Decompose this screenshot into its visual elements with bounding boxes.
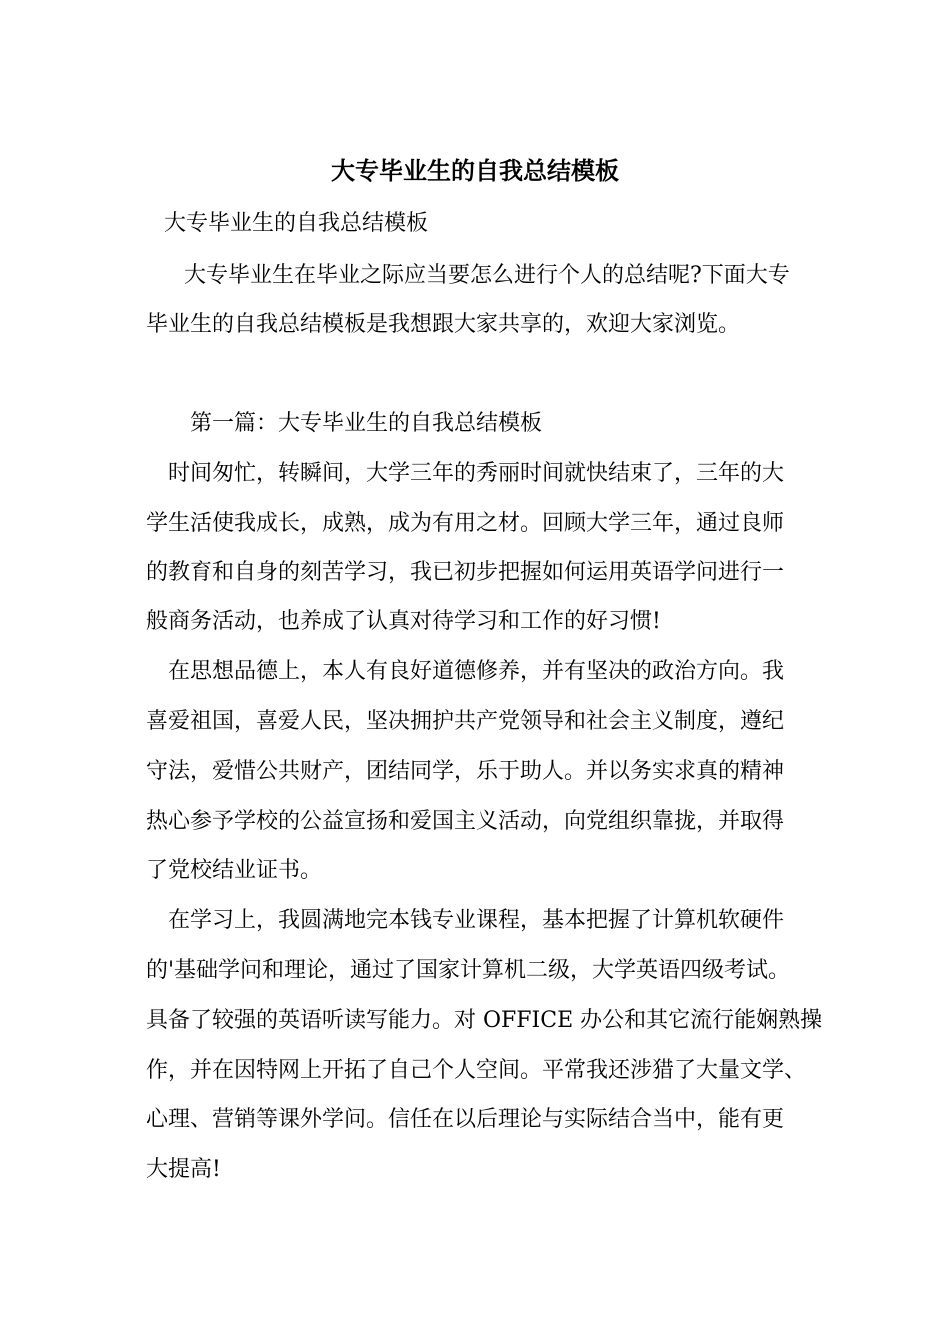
document-title: 大专毕业生的自我总结模板: [331, 156, 619, 185]
paragraph-line: 的'基础学问和理论，通过了国家计算机二级，大学英语四级考试。: [146, 958, 791, 983]
paragraph-line: 的教育和自身的刻苦学习，我已初步把握如何运用英语学问进行一: [146, 560, 785, 585]
intro-line: 大专毕业生在毕业之际应当要怎么进行个人的总结呢?下面大专: [184, 263, 790, 288]
paragraph-line: 作，并在因特网上开拓了自己个人空间。平常我还涉猎了大量文学、: [146, 1058, 807, 1083]
paragraph-line: 热心参予学校的公益宣扬和爱国主义活动，向党组织靠拢，并取得: [146, 809, 785, 834]
paragraph-line: 学生活使我成长，成熟，成为有用之材。回顾大学三年，通过良师: [146, 511, 785, 536]
paragraph-line: 在思想品德上，本人有良好道德修养，并有坚决的政治方向。我: [168, 659, 785, 684]
intro-line: 毕业生的自我总结模板是我想跟大家共享的，欢迎大家浏览。: [146, 312, 741, 337]
document-subtitle: 大专毕业生的自我总结模板: [164, 211, 429, 236]
paragraph-line: 了党校结业证书。: [146, 858, 323, 883]
section-heading: 第一篇：大专毕业生的自我总结模板: [190, 411, 543, 436]
paragraph-line: 时间匆忙，转瞬间，大学三年的秀丽时间就快结束了，三年的大: [168, 461, 785, 486]
paragraph-line: 大提高!: [146, 1157, 221, 1182]
paragraph-line: 般商务活动，也养成了认真对待学习和工作的好习惯!: [146, 609, 661, 634]
paragraph-line: 具备了较强的英语听读写能力。对 OFFICE 办公和其它流行能娴熟操: [146, 1008, 823, 1033]
paragraph-line: 喜爱祖国，喜爱人民，坚决拥护共产党领导和社会主义制度，遵纪: [146, 709, 785, 734]
paragraph-line: 在学习上，我圆满地完本钱专业课程，基本把握了计算机软硬件: [168, 908, 785, 933]
paragraph-line: 守法，爱惜公共财产，团结同学，乐于助人。并以务实求真的精神: [146, 759, 785, 784]
paragraph-line: 心理、营销等课外学问。信任在以后理论与实际结合当中，能有更: [146, 1107, 785, 1132]
